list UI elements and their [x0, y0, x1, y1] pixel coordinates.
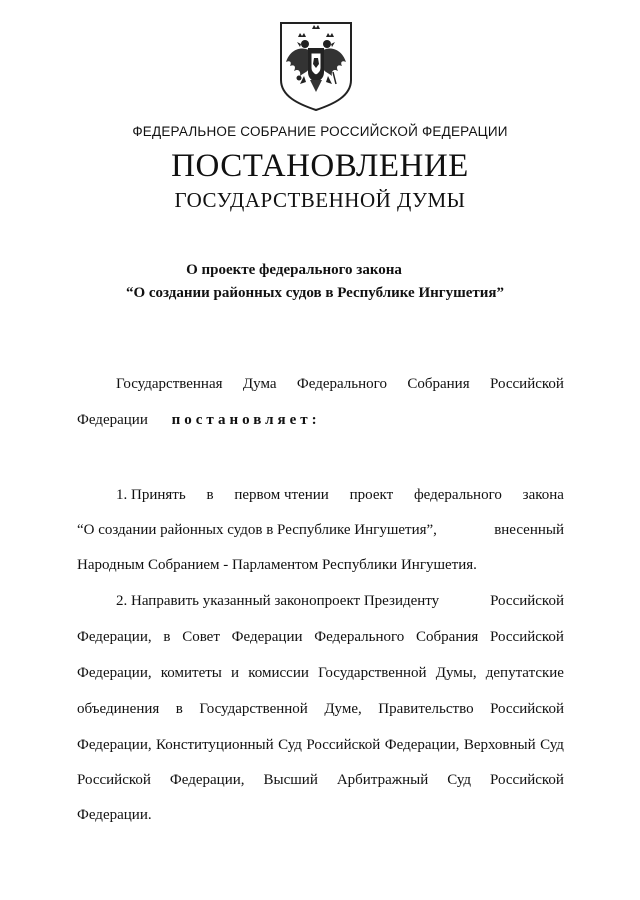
item-1-line-1: 1. Принять в первом чтении проект федерального закона — [116, 487, 564, 503]
decision-verb: постановляет: — [171, 412, 321, 428]
subject-line-2: “О создании районных судов в Республике Ингушетия” — [125, 285, 505, 301]
item-1-line-3: Народным Собранием - Парламентом Республики Ингушетия. — [77, 557, 477, 573]
issuing-body: ФЕДЕРАЛЬНОЕ СОБРАНИЕ РОССИЙСКОЙ ФЕДЕРАЦИИ — [132, 124, 508, 139]
item-2-line-2: Федерации, в Совет Федерации Федерального Собрания Российской — [77, 629, 564, 645]
document-issuer: ГОСУДАРСТВЕННОЙ ДУМЫ — [174, 188, 466, 212]
item-2-line-6: Российской Федерации, Высший Арбитражный Суд Российской — [77, 772, 564, 788]
item-2-line-1: 2. Направить указанный законопроект Президенту Российской — [116, 593, 564, 609]
document-type: ПОСТАНОВЛЕНИЕ — [171, 148, 469, 184]
russian-coat-of-arms-icon — [278, 20, 354, 112]
item-2-line-5: Федерации, Конституционный Суд Российской Федерации, Верховный Суд — [77, 737, 564, 753]
preamble-line-2: Федерации постановляет: — [77, 412, 321, 428]
item-2-line-4: объединения в Государственной Думе, Правительство Российской — [77, 701, 564, 717]
item-1-line-2: “О создании районных судов в Республике Ингушетия”, внесенный — [77, 522, 564, 538]
preamble-line-1: Государственная Дума Федерального Собрания Российской — [116, 376, 564, 392]
item-2-line-7: Федерации. — [77, 807, 152, 823]
subject-line-1: О проекте федерального закона — [186, 262, 402, 278]
item-2-line-3: Федерации, комитеты и комиссии Государственной Думы, депутатские — [77, 665, 564, 681]
